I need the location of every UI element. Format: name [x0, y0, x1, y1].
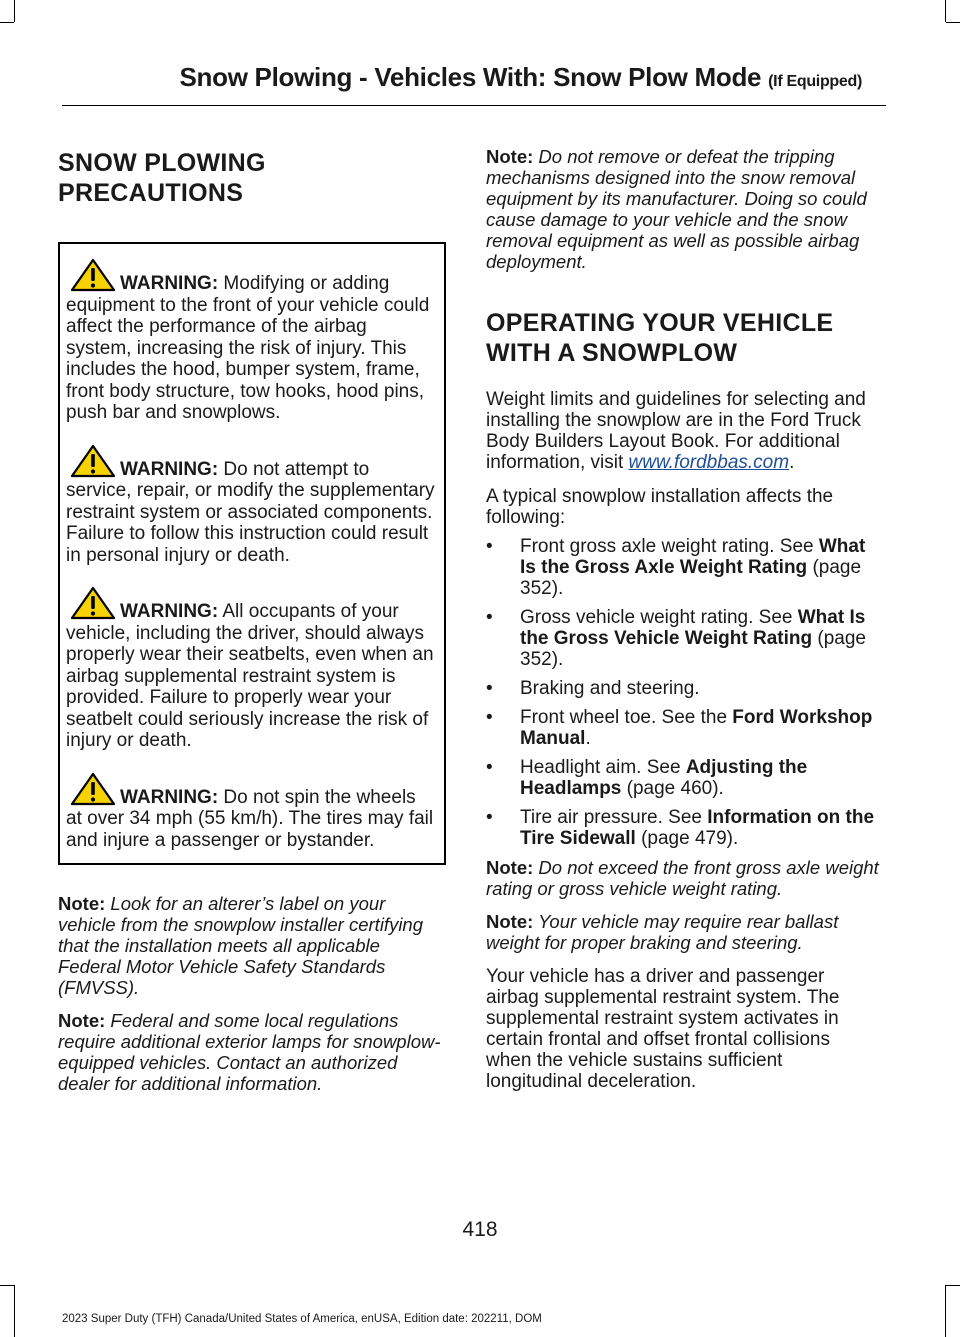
warning-triangle-icon [70, 772, 116, 806]
list-item: • Gross vehicle weight rating. See What Is the Gross Vehicle Weight Rating (page 352). [486, 607, 880, 670]
header-subtitle: (If Equipped) [768, 73, 862, 90]
warning-triangle-icon [70, 586, 116, 620]
cross-reference[interactable]: Adjusting the Headlamps [520, 757, 808, 799]
paragraph: A typical snowplow installation affects the following: [486, 486, 834, 528]
list-item: • Braking and steering. [486, 678, 880, 699]
note: Note: Do not exceed the front gross axle weight rating or gross vehicle weight rating. [486, 857, 879, 899]
left-column [58, 148, 446, 1094]
note: Note: Your vehicle may require rear ballast weight for proper braking and steering. [486, 911, 839, 953]
list-item: • Front wheel toe. See the Ford Workshop Manual. [486, 707, 880, 749]
note: Note: Do not remove or defeat the tripping mechanisms designed into the snow removal equipment by its manufacturer. Doing so could cause damage to your vehicle and the snow removal equipment as well as possible airbag deployment. [486, 146, 867, 272]
section-heading: OPERATING YOUR VEHICLE WITH A SNOWPLOW [486, 309, 834, 367]
warning-paragraph: WARNING: Do not attempt to service, repair, or modify the supplementary restraint system or associated components. Failure to follow this instruction could result in personal injury or death. [66, 444, 436, 567]
paragraph: Weight limits and guidelines for selecting and installing the snowplow are in the Ford Truck Body Builders Layout Book. For additional information, visit www.fordbbas.com. [486, 389, 866, 473]
page-header [62, 62, 886, 106]
crop-mark [945, 1285, 946, 1337]
paragraph: Your vehicle has a driver and passenger airbag supplemental restraint system. The supplemental restraint system activates in certain frontal and offset frontal collisions when the vehicle sustains sufficient longitudinal deceleration. [486, 966, 840, 1092]
crop-mark [946, 1285, 960, 1286]
warning-paragraph: WARNING: Do not spin the wheels at over 34 mph (55 km/h). The tires may fail and injure a passenger or bystander. [66, 772, 436, 852]
crop-mark [946, 22, 960, 23]
right-column [486, 146, 880, 1092]
note: Note: Federal and some local regulations require additional exterior lamps for snowplow-equipped vehicles. Contact an authorized dealer for additional information. [58, 1010, 441, 1094]
section-heading: SNOW PLOWING PRECAUTIONS [58, 149, 266, 207]
warning-paragraph: WARNING: All occupants of your vehicle, including the driver, should always properly wear their seatbelts, even when an airbag supplemental restraint system is provided. Failure to properly wear your seatbelt could seriously increase the risk of injury or death. [66, 586, 436, 752]
cross-reference[interactable]: Information on the Tire Sidewall [520, 807, 875, 849]
footer-edition-info: 2023 Super Duty (TFH) Canada/United States of America, enUSA, Edition date: 202211, DOM [62, 1313, 542, 1325]
note: Note: Look for an alterer’s label on your vehicle from the snowplow installer certifying that the installation meets all applicable Federal Motor Vehicle Safety Standards (FMVSS). [58, 893, 424, 998]
page-number: 418 [462, 1218, 498, 1241]
cross-reference[interactable]: Ford Workshop Manual [520, 707, 873, 749]
list-item: • Headlight aim. See Adjusting the Headlamps (page 460). [486, 757, 880, 799]
header-rule [62, 105, 886, 106]
cross-reference[interactable]: What Is the Gross Vehicle Weight Rating [520, 607, 866, 649]
cross-reference[interactable]: What Is the Gross Axle Weight Rating [520, 536, 866, 578]
warning-triangle-icon [70, 258, 116, 292]
warning-box [58, 242, 446, 865]
warning-paragraph: WARNING: Modifying or adding equipment to the front of your vehicle could affect the performance of the airbag system, increasing the risk of injury. This includes the hood, bumper system, frame, front body structure, tow hooks, hood pins, push bar and snowplows. [66, 258, 436, 424]
list-item: • Tire air pressure. See Information on the Tire Sidewall (page 479). [486, 807, 880, 849]
crop-mark [945, 0, 946, 22]
bullet-list [486, 536, 880, 849]
crop-mark [14, 1285, 15, 1337]
list-item: • Front gross axle weight rating. See What Is the Gross Axle Weight Rating (page 352). [486, 536, 880, 599]
crop-mark [0, 1285, 14, 1286]
crop-mark [0, 22, 14, 23]
crop-mark [14, 0, 15, 22]
fordbbas-link[interactable]: www.fordbbas.com [628, 452, 790, 473]
warning-triangle-icon [70, 444, 116, 478]
header-title: Snow Plowing - Vehicles With: Snow Plow Mode (If Equipped) [179, 62, 862, 92]
